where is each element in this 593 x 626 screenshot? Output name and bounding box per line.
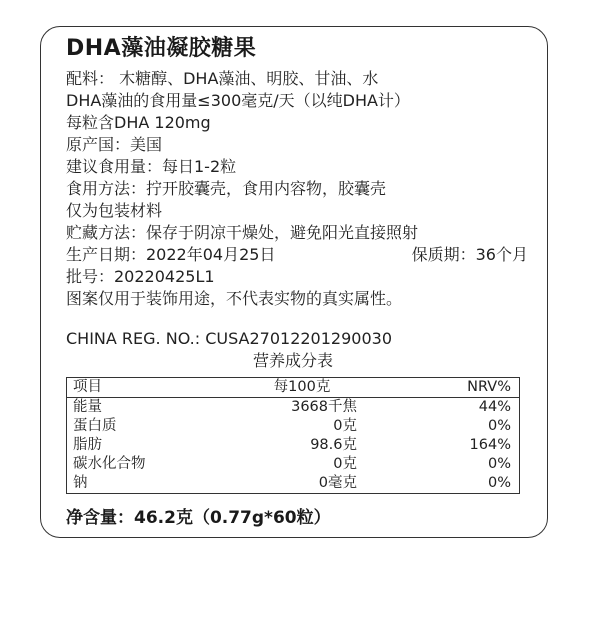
batch-number-line: 批号：20220425L1 [66,267,215,286]
shelf-life: 保质期：36个月 [411,245,528,264]
nutrition-table-title: 营养成分表 [252,351,333,370]
disclaimer-line: 图案仅用于装饰用途，不代表实物的真实属性。 [66,289,403,308]
header-nrv: NRV% [467,379,511,395]
usage-method-continued-line: 仅为包装材料 [66,201,163,220]
table-row [67,455,519,474]
row-value: 0克 [333,456,357,472]
table-row [67,398,519,417]
nutrition-table [66,377,520,494]
storage-method-line: 贮藏方法：保存于阴凉干燥处，避免阳光直接照射 [66,223,419,242]
row-value: 3668千焦 [291,399,357,415]
row-nrv: 0% [487,475,511,491]
row-item: 钠 [73,475,88,491]
table-row [67,417,519,436]
row-nrv: 0% [487,418,511,434]
table-row [67,436,519,455]
country-of-origin-line: 原产国：美国 [66,135,163,154]
row-item: 能量 [73,399,102,415]
row-nrv: 164% [469,437,511,453]
date-row [66,244,528,266]
row-nrv: 0% [487,456,511,472]
dha-intake-line: DHA藻油的食用量≤300毫克/天（以纯DHA计） [66,91,410,110]
header-per-100g: 每100克 [273,379,331,395]
suggested-dosage-line: 建议食用量：每日1-2粒 [66,157,237,176]
net-content: 净含量：46.2克（0.77g*60粒） [66,508,331,528]
info-block [66,68,546,310]
row-item: 蛋白质 [73,418,117,434]
row-value: 98.6克 [310,437,357,453]
row-item: 脂肪 [73,437,102,453]
row-value: 0毫克 [318,475,357,491]
product-title: DHA藻油凝胶糖果 [66,36,257,61]
header-item: 项目 [73,379,102,395]
usage-method-line: 食用方法：拧开胶囊壳，食用内容物，胶囊壳 [66,179,387,198]
row-value: 0克 [333,418,357,434]
nutrition-table-header [67,378,519,398]
ingredients-line: 配料： 木糖醇、DHA藻油、明胶、甘油、水 [66,69,379,88]
production-date: 生产日期：2022年04月25日 [66,245,276,264]
row-nrv: 44% [478,399,511,415]
table-row [67,474,519,493]
dha-per-capsule-line: 每粒含DHA 120mg [66,113,211,132]
row-item: 碳水化合物 [73,456,146,472]
registration-number: CHINA REG. NO.: CUSA27012201290030 [66,329,392,348]
